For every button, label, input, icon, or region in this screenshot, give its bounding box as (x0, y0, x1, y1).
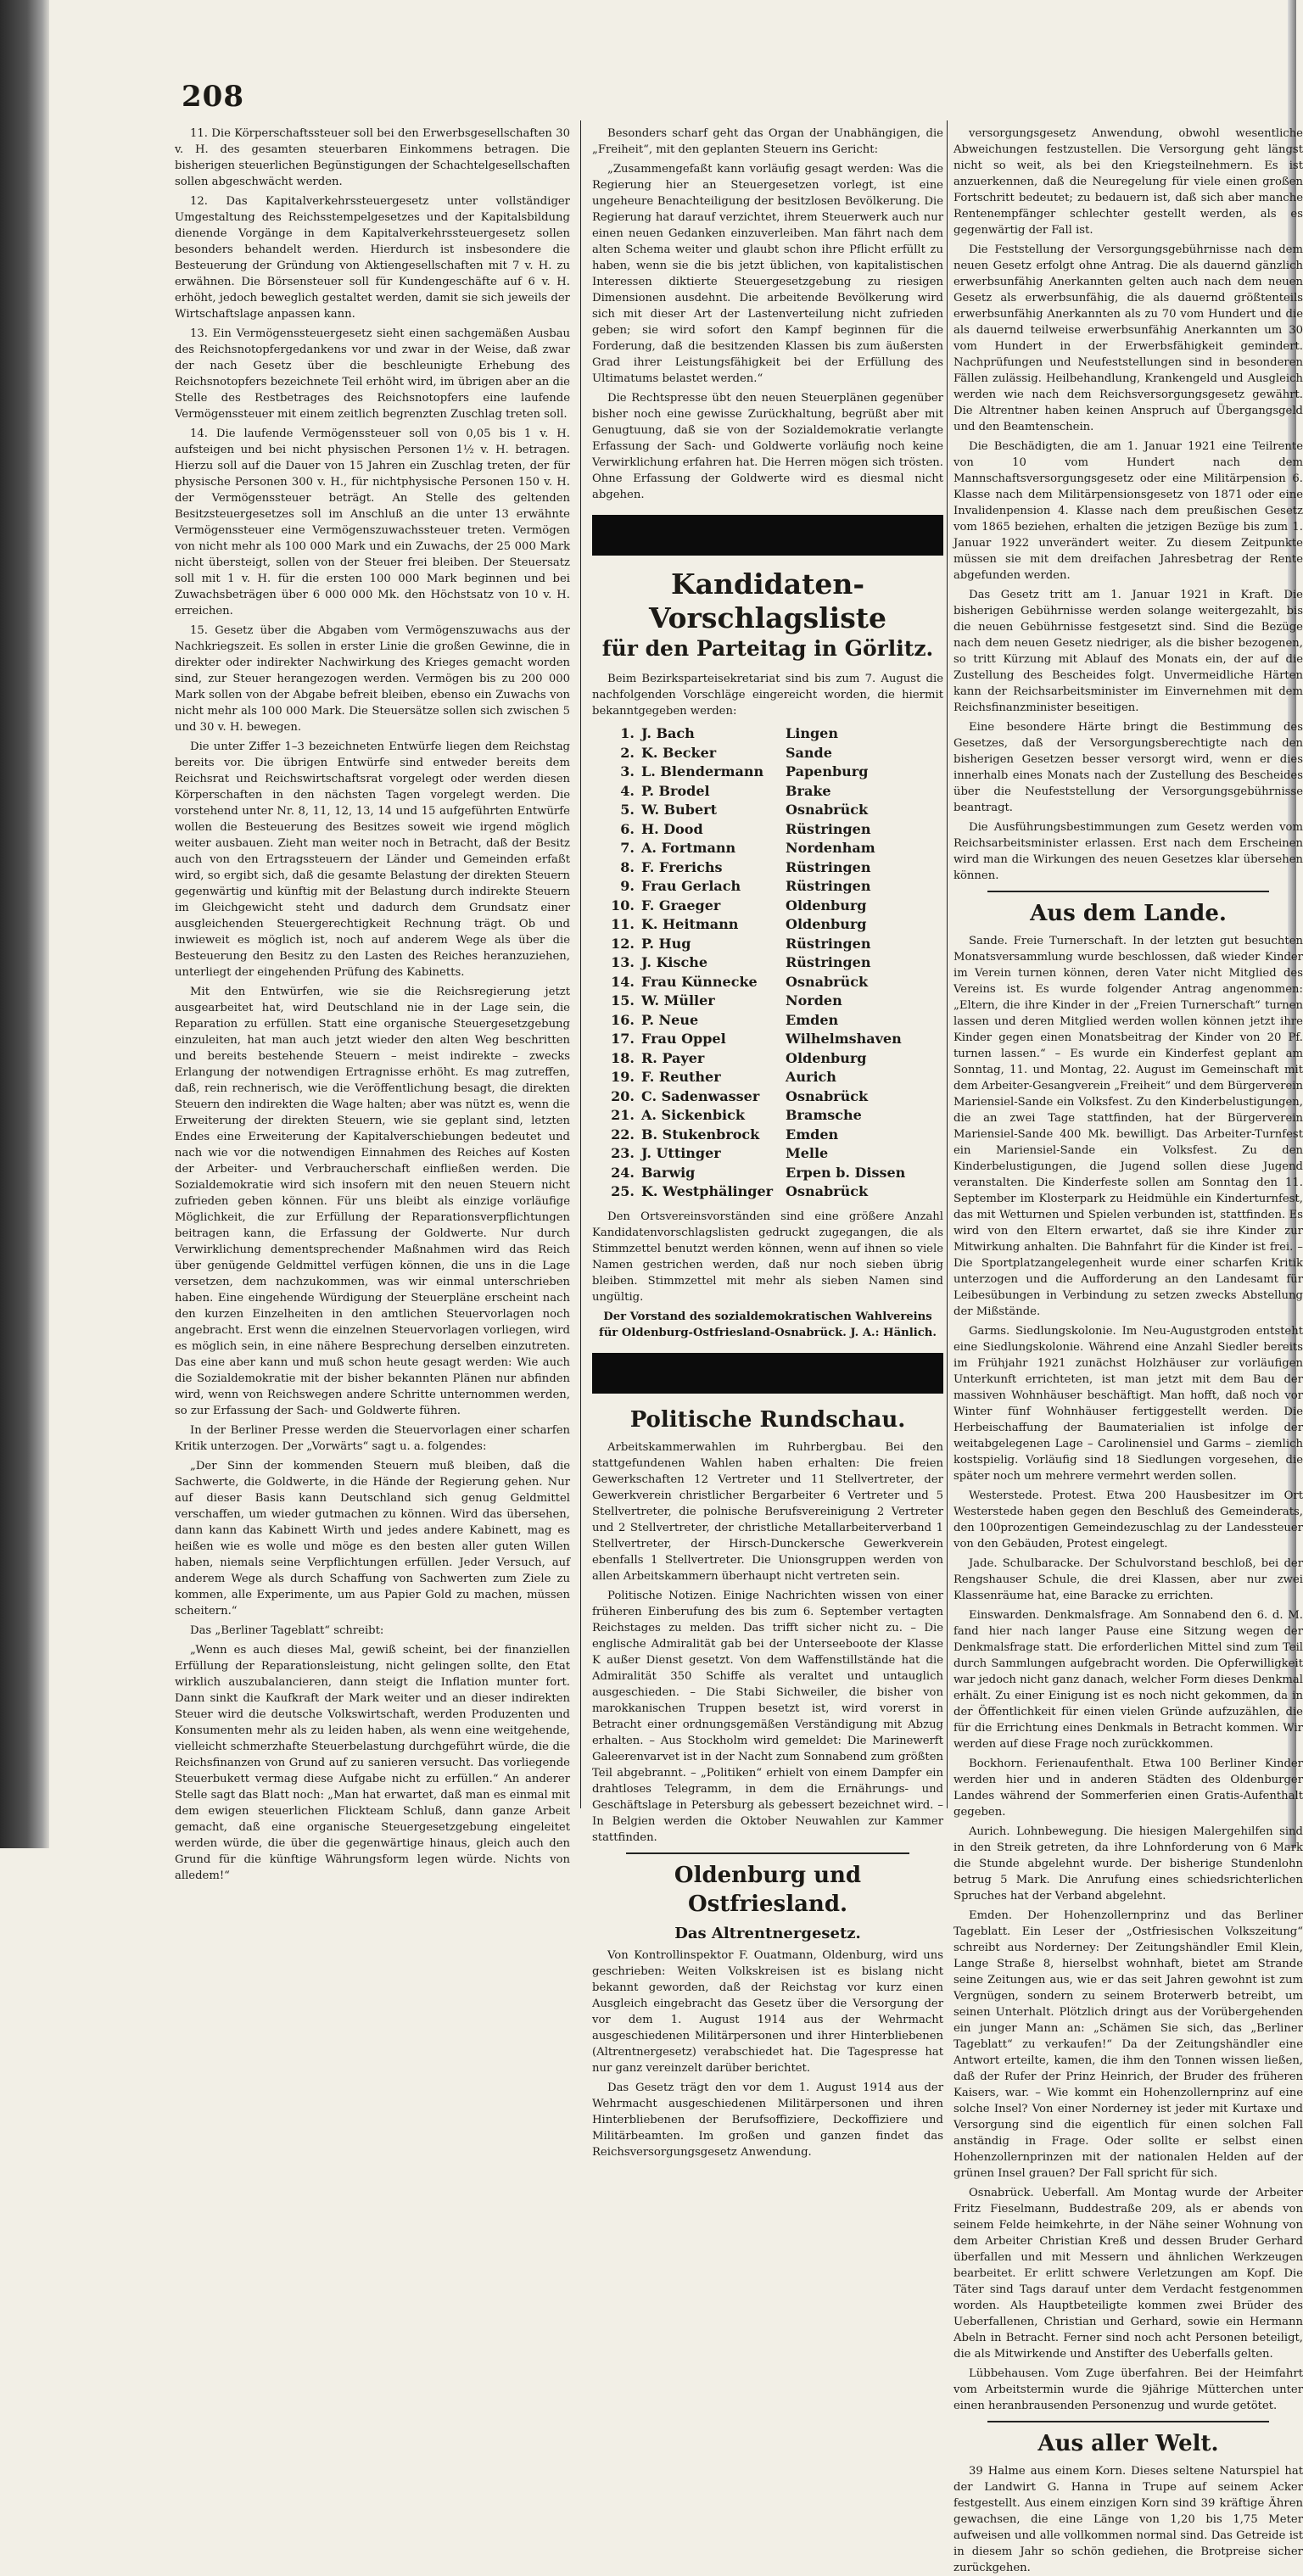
candidate-place: Nordenham (786, 840, 875, 856)
article-paragraph: 12. Das Kapitalverkehrssteuergesetz unter vollständiger Umgestaltung des Reichsstempelgesetzes und der Kapitalsbildung dienende Vorgänge in dem Kapitalverkehrssteuergesetz sollen besonders behandelt werden. Hierdurch ist insbesondere die Besteuerung der Gründung von Aktiengesellschaften mit 7 v. H. zu erwähnen. Die Börsensteuer soll für Kundengeschäfte auf 6 v. H. erhöht, jedoch beweglich gestaltet werden, damit sie sich jeweils der Wirtschaftslage anpassen kann. (175, 195, 570, 321)
candidate-number: 10. (611, 897, 635, 914)
candidate-row (592, 935, 943, 954)
candidates-subtitle: für den Parteitag in Görlitz. (601, 636, 934, 661)
local-news-item: Lübbehausen. Vom Zuge überfahren. Bei der Heimfahrt vom Arbeitstermin wurde die 9jährige Mütterchen unter einen heranbrausenden Personenzug und wurde getötet. (953, 2367, 1303, 2412)
candidate-row (592, 744, 943, 763)
candidate-place: Osnabrück (786, 802, 869, 818)
candidate-number: 1. (620, 725, 635, 741)
article-paragraph: 15. Gesetz über die Abgaben vom Vermögenszuwachs aus der Nachkriegszeit. Es sollen in erster Linie die großen Gewinne, die in direkter oder indirekter Nachwirkung des Krieges gemacht worden sind, zur Steuer herangezogen werden. Vermögen bis zu 200 000 Mark sollen von der Abgabe befreit bleiben, ebenso ein Zuwachs von nicht mehr als 100 000 Mark. Die Steuersätze sollen sich zwischen 5 und 30 v. H. bewegen. (175, 624, 570, 734)
newspaper-page (49, 0, 1303, 2574)
candidate-place: Sande (786, 744, 832, 761)
left-column (175, 126, 570, 1882)
candidate-place: Erpen b. Dissen (786, 1164, 906, 1181)
candidates-title: Kandidaten-Vorschlagsliste (648, 567, 887, 634)
candidate-number: 19. (611, 1069, 635, 1085)
candidate-name: L. Blendermann (641, 763, 764, 780)
oldenburg-title: Oldenburg und Ostfriesland. (674, 1862, 862, 1917)
welt-title: Aus aller Welt. (1037, 2431, 1219, 2456)
candidate-row (592, 763, 943, 782)
candidate-number: 5. (620, 802, 635, 818)
candidate-number: 18. (611, 1049, 635, 1066)
candidate-row (592, 1011, 943, 1031)
candidate-number: 9. (620, 878, 635, 894)
candidate-name: B. Stukenbrock (641, 1126, 760, 1143)
candidate-place: Norden (786, 992, 842, 1009)
candidate-name: K. Westphälinger (641, 1183, 774, 1199)
article-paragraph: Das Gesetz tritt am 1. Januar 1921 in Kraft. Die bisherigen Gebührnisse werden solange weitergezahlt, bis die neuen Gebührnisse festgesetzt sind. Sind die Bezüge nach dem neuen Gesetz niedriger, als die bisher bezogenen, so tritt Kürzung mit Ablauf des Monats ein, der auf die Zustellung des Bescheides folgt. Unvermeidliche Härten kann der Reichsarbeitsminister im Einvernehmen mit dem Reichsfinanzminister beseitigen. (953, 589, 1303, 714)
candidate-place: Osnabrück (786, 973, 869, 990)
candidate-row (592, 1049, 943, 1069)
article-paragraph: Besonders scharf geht das Organ der Unabhängigen, die „Freiheit“, mit den geplanten Steuern ins Gericht: (592, 127, 943, 156)
candidate-place: Rüstringen (786, 954, 871, 970)
candidate-number: 25. (611, 1183, 635, 1199)
candidate-name: P. Neue (641, 1011, 699, 1028)
candidate-row (592, 820, 943, 840)
candidate-name: F. Reuther (641, 1069, 721, 1085)
article-paragraph: 13. Ein Vermögenssteuergesetz sieht einen sachgemäßen Ausbau des Reichsnotopfergedankens vor und zwar in der Weise, daß zwar der nach Gesetz über die beschleunigte Erhebung des Reichsnotopfers bezeichnete Teil erhöht wird, im übrigen aber an die Stelle des Restbetrages des Reichsnotopfers eine laufende Vermögenssteuer mit einem zeitlich begrenzten Zuschlag treten soll. (175, 327, 570, 421)
black-separator-bar (592, 515, 943, 556)
candidate-number: 6. (620, 820, 635, 837)
middle-column (592, 126, 943, 2159)
candidate-number: 3. (620, 763, 635, 780)
article-quote: „Zusammengefaßt kann vorläufig gesagt werden: Was die Regierung hier an Steuergesetzen vorlegt, ist eine ungeheure Benachteiligung der besitzlosen Bevölkerung. Die Regierung hat darauf verzichtet, ihrem Steuerwerk auch nur einen neuen Gedanken einzuverleiben. Man fährt nach dem alten Schema weiter und glaubt schon ihre Pflicht erfüllt zu haben, wenn sie die bis jetzt üblichen, von kapitalistischen Interessen diktierte Steuergesetzgebung zu riesigen Dimensionen ausdehnt. Die arbeitende Bevölkerung wird sich mit dieser Art der Lastenverteilung nicht zufrieden geben; sie wird sofort den Kampf beginnen für die Forderung, daß die besitzenden Klassen bis zum äußersten Grad ihrer Leistungsfähigkeit bei der Erfüllung des Ultimatums belastet werden.“ (592, 163, 943, 385)
candidate-place: Osnabrück (786, 1087, 869, 1104)
candidate-row (592, 858, 943, 878)
article-quote: „Der Sinn der kommenden Steuern muß bleiben, daß die Sachwerte, die Goldwerte, in die Hände der Regierung gehen. Nur auf dieser Basis kann Deutschland sich genug Geldmittel verschaffen, um wieder gutmachen zu können. Wird das übersehen, dann kann das Kabinett Wirth und jedes andere Kabinett, mag es heißen wie es wolle und möge es den besten aller guten Willen haben, niemals seine Verpflichtungen erfüllen. Jeder Versuch, auf anderem Wege als durch Schaffung von Sachwerten zum Ziele zu kommen, alle Experimente, um aus Papier Gold zu machen, müssen scheitern.“ (175, 1460, 570, 1618)
candidate-row (592, 992, 943, 1011)
candidate-place: Aurich (786, 1069, 836, 1085)
candidate-place: Melle (786, 1145, 829, 1161)
candidate-place: Rüstringen (786, 858, 871, 875)
candidate-number: 17. (611, 1031, 635, 1047)
book-binding-shadow (0, 0, 49, 1848)
article-paragraph: Eine besondere Härte bringt die Bestimmung des Gesetzes, daß der Versorgungsberechtigte nach den bisherigen Gesetzen besser versorgt wird, wenn er dies innerhalb eines Monats nach der Zustellung des Bescheides über die Neufeststellung der Versorgungsgebührnisse beantragt. (953, 721, 1303, 814)
candidate-row (592, 801, 943, 820)
candidate-name: C. Sadenwasser (641, 1087, 760, 1104)
candidate-row (592, 877, 943, 897)
candidate-name: Frau Oppel (641, 1031, 726, 1047)
candidate-place: Emden (786, 1126, 839, 1143)
candidate-number: 21. (611, 1107, 635, 1123)
candidate-row (592, 1164, 943, 1183)
article-paragraph: Das Gesetz trägt den vor dem 1. August 1914 aus der Wehrmacht ausgeschiedenen Militärpersonen und ihren Hinterbliebenen der Berufsoffiziere, Deckoffiziere und Militärbeamten. Im großen und ganzen findet das Reichsversorgungsgesetz Anwendung. (592, 2081, 943, 2159)
candidate-name: K. Becker (641, 744, 717, 761)
rundschau-title: Politische Rundschau. (629, 1406, 906, 1433)
article-paragraph: Mit den Entwürfen, wie sie die Reichsregierung jetzt ausgearbeitet hat, wird Deutschland nie in der Lage sein, die Reparation zu erfüllen. Statt eine organische Steuergesetzgebung einzuleiten, hat man auch jetzt wieder den alten Weg beschritten und bereits bestehende Steuern – meist indirekte – zwecks Erlangung der notwendigen Ertragnisse erhöht. Es mag zutreffen, daß, rein rechnerisch, wie die Veröffentlichung besagt, die direkten Steuern den indirekten die Wage halten; aber was nützt es, wenn die Erweiterung der direkten Steuern, wie sie geplant sind, letzten Endes eine Erweiterung der Kapitalverschiebungen bedeutet und nach wie vor die notwendigen Einnahmen des Reiches auf Kosten der Arbeiter- und Verbraucherschaft einfließen werden. Die Sozialdemokratie wird sich insofern mit den neuen Steuern nicht zufrieden geben können. Für uns bleibt als einzige vorläufige Möglichkeit, die zur Erfüllung der Reparationsverpflichtungen beitragen kann, die Erfassung der Goldwerte. Nur durch Verwirklichung dementsprechender Maßnahmen wird das Reich über genügende Geldmittel verfügen können, die uns in die Lage versetzen, dem nachzukommen, was wir einmal unterschrieben haben. Eine eingehende Würdigung der Steuerpläne erscheint nach den kurzen Einzelheiten in den amtlichen Steuervorlagen noch angebracht. Erst wenn die einzelnen Steuervorlagen vorliegen, wird es möglich sein, in eine nähere Besprechung derselben einzutreten. Das eine aber kann und muß schon heute gesagt werden: Wie auch die Sozialdemokratie mit der bisher bekannten Plänen nur abfinden wird, wenn von Reichswegen andere Schritte unternommen werden, so zur Erfassung der Sach- und Goldwerte führen. (175, 986, 570, 1417)
local-news-item: Garms. Siedlungskolonie. Im Neu-Augustgroden entsteht eine Siedlungskolonie. Während eine Anzahl Siedler bereits im Frühjahr 1921 zunächst Holzhäuser zur vorläufigen Unterkunft errichteten, ist man jetzt mit dem Bau der massiven Wohnhäuser beschäftigt. Man hofft, daß noch vor Winter fünf Wohnhäuser fertiggestellt werden. Die Herbeischaffung der Baumaterialien ist infolge der weitabgelegenen Lage – Carolinensiel und Garms – ziemlich kostspielig. Vorläufig sind 18 Siedlungen vorgesehen, die später noch um mehrere vermehrt werden sollen. (953, 1325, 1303, 1483)
candidate-place: Rüstringen (786, 878, 871, 894)
candidate-row (592, 1106, 943, 1126)
article-paragraph: 11. Die Körperschaftssteuer soll bei den Erwerbsgesellschaften 30 v. H. des gesamten steuerbaren Einkommens betragen. Die bisherigen steuerlichen Begünstigungen der Schachtelgesellschaften sollen abgeschwächt werden. (175, 127, 570, 188)
candidate-row (592, 1182, 943, 1202)
local-news-item: Emden. Der Hohenzollernprinz und das Berliner Tageblatt. Ein Leser der „Ostfriesischen Volkszeitung“ schreibt aus Norderney: Der Zeitungshändler Emil Klein, Lange Straße 8, hierselbst wohnhaft, bietet am Strande seine Zeitungen aus, wie er das seit Jahren gewohnt ist zum Vergnügen, sondern zu seinem Broterwerb betreibt, um seinen Unterhalt. Plötzlich dringt aus der Vorübergehenden ein junger Mann an: „Schämen Sie sich, das „Berliner Tageblatt“ zu verkaufen!“ Da der Zeitungshändler eine Antwort erteilte, kamen, die ihm den Tonnen wissen ließen, daß der Rufer der Prinz Heinrich, der Bruder des früheren Kaisers, war. – Wie kommt ein Hohenzollernprinz auf eine solche Insel? Von einer Norderney ist jeder mit Kurtaxe und Versorgung sind die eigentlich für einen solchen Fall anständig in Frage. Oder sollte er selbst einen Hohenzollernprinzen mit der nationalen Helden auf der grünen Insel grauen? Der Fall spricht für sich. (953, 1909, 1303, 2180)
candidates-signature: Der Vorstand des sozialdemokratischen Wahlvereins für Oldenburg-Ostfriesland-Osnabrück. J. A.: Hänlich. (599, 1310, 937, 1339)
candidate-number: 2. (620, 744, 635, 761)
article-paragraph: Die unter Ziffer 1–3 bezeichneten Entwürfe liegen dem Reichstag bereits vor. Die übrigen Entwürfe sind entweder bereits dem Reichsrat und Reichswirtschaftsrat vorgelegt oder werden diesen Körperschaften in den nächsten Tagen vorgelegt werden. Die vorstehend unter Nr. 8, 11, 12, 13, 14 und 15 aufgeführten Entwürfe wollen die Besteuerung des Besitzes soweit wie irgend möglich weiter ausbauen. Zieht man weiter noch in Betracht, daß der Besitz auch von den Ertragssteuern der Länder und Gemeinden erfaßt wird, so ergibt sich, daß die gesamte Belastung der direkten Steuern gegenwärtig und künftig mit der Belastung durch indirekte Steuern im Gleichgewicht steht und dadurch dem Grundsatz einer ausgleichenden Steuergerechtigkeit Rechnung trägt. Ob und inwieweit es möglich ist, noch auf anderem Wege als über die Besteuerung den Besitz zu den Lasten des Reiches heranzuziehen, unterliegt der eingehenden Prüfung des Kabinetts. (175, 740, 570, 979)
candidate-number: 11. (611, 916, 635, 932)
candidate-place: Oldenburg (786, 916, 867, 932)
local-news-item: Aurich. Lohnbewegung. Die hiesigen Malergehilfen sind in den Streik getreten, da ihre Lohnforderung von 6 Mark die Stunde abgelehnt wurde. Der bisherige Stundenlohn betrug 5 Mark. Die Anrufung eines schiedsrichterlichen Spruches hat der Verband abgelehnt. (953, 1825, 1303, 1903)
article-paragraph: versorgungsgesetz Anwendung, obwohl wesentliche Abweichungen festzustellen. Die Versorgung geht längst nicht so weit, als bei den Kriegsteilnehmern. Es ist anzuerkennen, daß die Neuregelung für viele einen großen Fortschritt bedeutet; zu bedauern ist, daß sich aber manche Rentenempfänger schlechter gestellt werden, als es gegenwärtig der Fall ist. (953, 127, 1303, 237)
candidate-number: 14. (611, 973, 635, 990)
section-rule (626, 1852, 909, 1854)
article-paragraph: In der Berliner Presse werden die Steuervorlagen einer scharfen Kritik unterzogen. Der „Vorwärts“ sagt u. a. folgendes: (175, 1424, 570, 1453)
page-number: 208 (182, 80, 244, 114)
candidate-place: Brake (786, 782, 831, 799)
candidate-row (592, 1144, 943, 1164)
candidate-row (592, 724, 943, 744)
section-rule (987, 2421, 1269, 2422)
candidate-place: Emden (786, 1011, 839, 1028)
candidate-row (592, 1126, 943, 1145)
candidate-number: 22. (611, 1126, 635, 1143)
candidate-name: Barwig (641, 1164, 696, 1181)
candidate-name: J. Kische (641, 954, 708, 970)
black-separator-bar (592, 1353, 943, 1394)
candidate-name: P. Hug (641, 935, 691, 952)
candidate-number: 24. (611, 1164, 635, 1181)
candidate-place: Rüstringen (786, 820, 871, 837)
candidate-row (592, 953, 943, 973)
column-divider-right (947, 120, 948, 1808)
article-paragraph: Die Feststellung der Versorgungsgebührnisse nach dem neuen Gesetz erfolgt ohne Antrag. Die als dauernd gänzlich erwerbsunfähig Anerkannten gelten auch nach dem neuen Gesetz als erwerbsunfähig, die als dauernd größtenteils erwerbsunfähig Anerkannten als zu 70 vom Hundert und die als dauernd teilweise erwerbsunfähig Anerkannten um 30 vom Hundert in der Erwerbsfähigkeit gemindert. Nachprüfungen und Neufeststellungen sind in besonderen Fällen zulässig. Heilbehandlung, Krankengeld und Ausgleich werden wie nach dem Reichsversorgungsgesetz gewährt. Die Altrentner haben keinen Anspruch auf Übergangsgeld und den Beamtenschein. (953, 243, 1303, 433)
candidate-place: Wilhelmshaven (786, 1031, 902, 1047)
local-news-item: Bockhorn. Ferienaufenthalt. Etwa 100 Berliner Kinder werden hier und in anderen Städten des Oldenburger Landes während der Sommerferien einen Gratis-Aufenthalt gegeben. (953, 1757, 1303, 1819)
candidate-name: W. Bubert (641, 802, 717, 818)
candidate-place: Oldenburg (786, 1049, 867, 1066)
candidate-number: 20. (611, 1087, 635, 1104)
local-news-item: Osnabrück. Ueberfall. Am Montag wurde der Arbeiter Fritz Fieselmann, Buddestraße 209, als er abends von seinem Felde heimkehrte, in der Nähe seiner Wohnung von dem Arbeiter Christian Kreß und dessen Bruder Gerhard überfallen und mit Messern und ähnlichen Werkzeugen bearbeitet. Er erlitt schwere Verletzungen am Kopf. Die Täter sind Tags darauf unter dem Verdacht festgenommen worden. Als Hauptbeteiligte kommen zwei Brüder des Ueberfallenen, Christian und Gerhard, sowie ein Hermann Abeln in Betracht. Ferner sind noch acht Personen beteiligt, die als Mitwirkende und Anstifter des Ueberfalls gelten. (953, 2187, 1303, 2361)
world-news-item: 39 Halme aus einem Korn. Dieses seltene Naturspiel hat der Landwirt G. Hanna in Trupe auf seinem Acker festgestellt. Aus einem einzigen Korn sind 39 kräftige Ähren gewachsen, die eine Länge von 1,20 bis 1,75 Meter aufweisen und alle vollkommen normal sind. Das Getreide ist in diesem Jahr so schön gediehen, die Brotpreise sicher zurückgehen. (953, 2465, 1303, 2574)
candidate-number: 16. (611, 1011, 635, 1028)
candidate-row (592, 839, 943, 858)
article-paragraph: 14. Die laufende Vermögenssteuer soll von 0,05 bis 1 v. H. aufsteigen und bei nicht physischen Personen 1½ v. H. betragen. Hierzu soll auf die Dauer von 15 Jahren ein Zuschlag treten, der für physische Personen 300 v. H., für nichtphysische Personen 150 v. H. der Vermögenssteuer beträgt. An Stelle des geltenden Besitzsteuergesetzes soll im Anschluß an die unter 13 erwähnte Vermögenssteuer eine Vermögenszuwachssteuer treten. Vermögen von nicht mehr als 100 000 Mark und ein Zuwachs, der 25 000 Mark nicht übersteigt, sollen von der Steuer frei bleiben. Der Steuersatz soll mit 1 v. H. für die ersten 100 000 Mark beginnen und bei Zuwachsbeträgen über 6 000 000 Mk. den Höchstsatz von 10 v. H. erreichen. (175, 427, 570, 617)
candidate-place: Lingen (786, 725, 838, 741)
candidate-row (592, 782, 943, 802)
candidate-place: Oldenburg (786, 897, 867, 914)
candidate-name: Frau Gerlach (641, 878, 741, 894)
candidate-row (592, 1068, 943, 1087)
candidates-lead: Beim Bezirksparteisekretariat sind bis zum 7. August die nachfolgenden Vorschläge eingereicht worden, die hiermit bekanntgegeben werden: (592, 673, 943, 718)
local-news-item: Jade. Schulbaracke. Der Schulvorstand beschloß, bei der Rengshauser Schule, die drei Klassen, aber nur zwei Klassenräume hat, eine Baracke zu errichten. (953, 1557, 1303, 1602)
article-paragraph: Die Beschädigten, die am 1. Januar 1921 eine Teilrente von 10 vom Hundert nach dem Mannschaftsversorgungsgesetz oder eine Militärpension 6. Klasse nach dem Militärpensionsgesetz von 1871 oder eine Invalidenpension 4. Klasse nach dem preußischen Gesetz vom 1865 beziehen, erhalten die jetzigen Bezüge bis zum 1. Januar 1922 unverändert weiter. Zu diesem Zeitpunkte müssen sie mit dem dreifachen Jahresbetrag der Rente abgefunden werden. (953, 440, 1303, 582)
local-news-item: Westerstede. Protest. Etwa 200 Hausbesitzer im Ort Westerstede haben gegen den Beschluß des Gemeinderats, den 100prozentigen Gemeindezuschlag zu der Landessteuer von den Gebäuden, Protest eingelegt. (953, 1489, 1303, 1551)
candidate-name: A. Sickenbick (641, 1107, 745, 1123)
candidate-row (592, 973, 943, 992)
article-paragraph: Politische Notizen. Einige Nachrichten wissen von einer früheren Einberufung des bis zum 6. September vertagten Reichstages zu melden. Das trifft sicher nicht zu. – Die englische Admiralität gab bei der Unterseeboote der Klasse K außer Dienst gesetzt. Von dem Waffenstillstände hat die Admiralität 350 Schiffe als veraltet und untauglich ausgeschieden. – Die Stabi Sichweiler, die bisher von marokkanischen Truppen besetzt ist, wird vorerst in Betracht einer ordnungsgemäßen Verständigung mit Abzug erhalten. – Aus Stockholm wird gemeldet: Die Marinewerft Galeerenvarvet ist in der Nacht zum Sonnabend zum größten Teil abgebrannt. – „Politiken“ erhielt von einem Dampfer ein drahtloses Telegramm, in dem die Ernährungs- und Geschäftslage in Petersburg als gebessert bezeichnet wird. – In Belgien werden die Oktober Neuwahlen zur Kammer stattfinden. (592, 1589, 943, 1844)
section-rule (987, 891, 1269, 892)
article-paragraph: Arbeitskammerwahlen im Ruhrbergbau. Bei den stattgefundenen Wahlen haben erhalten: Die freien Gewerkschaften 12 Vertreter und 11 Stellvertreter, der Gewerkverein christlicher Bergarbeiter 6 Vertreter und 5 Stellvertreter, die polnische Berufsvereinigung 2 Vertreter und 2 Stellvertreter, der christliche Metallarbeiterverband 1 Stellvertreter, der Hirsch-Dunckersche Gewerkverein ebenfalls 1 Stellvertreter. Die Unionsgruppen werden von allen Arbeitskammern überhaupt nicht vertreten sein. (592, 1440, 943, 1583)
candidate-name: P. Brodel (641, 782, 710, 799)
candidate-number: 4. (620, 782, 635, 799)
candidate-number: 12. (611, 935, 635, 952)
candidate-name: W. Müller (641, 992, 715, 1009)
article-quote: „Wenn es auch dieses Mal, gewiß scheint, bei der finanziellen Erfüllung der Reparationsleistung, nicht gelingen sollte, den Etat wirklich auszubalancieren, dann steigt die Inflation munter fort. Dann sinkt die Kaufkraft der Mark weiter und an dieser indirekten Steuer wird die deutsche Volkswirtschaft, werden Produzenten und Konsumenten mehr als zu leiden haben, als wenn eine weitgehende, vielleicht schmerzhafte Steuerbelastung durchgeführt würde, die die Reichsfinanzen von Grund auf zu sanieren versucht. Das vorliegende Steuerbukett vermag diese Aufgabe nicht zu erfüllen.“ An anderer Stelle sagt das Blatt noch: „Man hat erwartet, daß man es einmal mit dem ewigen steuerlichen Flickteam Schluß, dann ganze Arbeit gemacht, daß eine organische Steuergesetzgebung eingeleitet werden würde, die über die gegenwärtige hinaus, gleich auch den Grund für die künftige Währungsform legen würde. Nichts von alledem!“ (175, 1644, 570, 1882)
article-paragraph: Die Ausführungsbestimmungen zum Gesetz werden vom Reichsarbeitsminister erlassen. Erst nach dem Erscheinen wird man die Wirkungen des neuen Gesetzes klar übersehen können. (953, 821, 1303, 882)
candidate-name: J. Bach (641, 725, 695, 741)
lande-title: Aus dem Lande. (1030, 901, 1227, 926)
candidate-name: K. Heitmann (641, 916, 739, 932)
candidate-number: 7. (620, 840, 635, 856)
local-news-item: Einswarden. Denkmalsfrage. Am Sonnabend den 6. d. M. fand hier nach langer Pause eine Sitzung wegen der Denkmalsfrage statt. Die erforderlichen Mittel sind zum Teil durch Sammlungen aufgebracht worden. Die Opferwilligkeit war jedoch nicht ganz danach, welcher Form dieses Denkmal erhält. Zu einer Einigung ist es noch nicht gekommen, da in der Öffentlichkeit für einen vielen Gründe aufzuzählen, die für die Errichtung eines Denkmals in Betracht kommen. Wir werden auf diese Frage noch zurückkommen. (953, 1609, 1303, 1751)
candidate-name: A. Fortmann (641, 840, 736, 856)
oldenburg-subtitle: Das Altrentnergesetz. (674, 1924, 861, 1942)
right-column (953, 126, 1303, 2574)
candidate-name: Frau Künnecke (641, 973, 758, 990)
candidate-number: 8. (620, 858, 635, 875)
candidate-row (592, 1030, 943, 1049)
candidate-row (592, 915, 943, 935)
local-news-item: Sande. Freie Turnerschaft. In der letzten gut besuchten Monatsversammlung wurde beschlossen, daß wieder Kinder im Verein turnen können, deren Vater nicht Mitglied des Vereins ist. Es wurde folgender Antrag angenommen: „Eltern, die ihre Kinder in der „Freien Turnerschaft“ turnen lassen und deren Mitglied werden wollen können jetzt ihre Kinder gegen einen Monatsbeitrag der Kinder von 20 Pf. turnen lassen.“ – Es wurde ein Kinderfest geplant am Sonntag, 11. und Montag, 22. August im Gemeinschaft mit dem Arbeiter-Gesangverein „Freiheit“ und dem Bürgerverein Mariensiel-Sande ein Volksfest. Zu den Kinderbelustigungen, die an zwei Tage stattfinden, hat der Bürgerverein Mariensiel-Sande 400 Mk. bewilligt. Das Arbeiter-Turnfest ein Mariensiel-Sande ein Volksfest. Zu den Kinderbelustigungen, die Jugend sollen diese Jugend veranstalten. Die Kinderfeste sollen am Sonntag den 11. September im Klosterpark zu Heidmühle ein Kinderturnfest, das mit Wetturnen und Spielen verbunden ist, stattfinden. Es wird von den Eltern erwartet, daß sie ihre Kinder zur Mitwirkung anhalten. Die Bahnfahrt für die Kinder ist frei. – Die Sportplatzangelegenheit wurde einer scharfen Kritik unterzogen und die Aufforderung an den Landesamt für Leibesübungen in Verbindung zu setzen zwecks Abstellung der Mißstände. (953, 935, 1303, 1318)
candidate-number: 13. (611, 954, 635, 970)
candidate-name: R. Payer (641, 1049, 705, 1066)
candidate-place: Bramsche (786, 1107, 862, 1123)
candidate-place: Papenburg (786, 763, 869, 780)
candidate-name: F. Frerichs (641, 858, 723, 875)
candidate-row (592, 897, 943, 916)
candidate-row (592, 1087, 943, 1107)
candidate-name: H. Dood (641, 820, 703, 837)
candidates-note: Den Ortsvereinsvorständen sind eine größere Anzahl Kandidatenvorschlagslisten gedruckt zugegangen, die als Stimmzettel benutzt werden können, wenn auf ihnen so viele Namen gestrichen werden, daß nur noch sieben übrig bleiben. Stimmzettel mit mehr als sieben Namen sind ungültig. (592, 1210, 943, 1304)
candidate-number: 23. (611, 1145, 635, 1161)
candidate-name: F. Graeger (641, 897, 721, 914)
candidate-place: Osnabrück (786, 1183, 869, 1199)
candidate-place: Rüstringen (786, 935, 871, 952)
candidates-table (592, 724, 943, 1202)
article-paragraph: Das „Berliner Tageblatt“ schreibt: (190, 1624, 384, 1637)
article-paragraph: Die Rechtspresse übt den neuen Steuerplänen gegenüber bisher noch eine gewisse Zurückhaltung, begrüßt aber mit Genugtuung, daß sie von der Sozialdemokratie verlangte Erfassung der Sach- und Goldwerte vorläufig noch keine Verwirklichung erfahren hat. Die Herren mögen sich trösten. Ohne Erfassung der Goldwerte wird es diesmal nicht abgehen. (592, 392, 943, 501)
candidate-number: 15. (611, 992, 635, 1009)
candidate-name: J. Uttinger (641, 1145, 721, 1161)
article-paragraph: Von Kontrollinspektor F. Ouatmann, Oldenburg, wird uns geschrieben: Weiten Volkskreisen ist es bislang nicht bekannt geworden, daß der Reichstag vor kurz einen Ausgleich eingebracht das Gesetz über die Versorgung der vor dem 1. August 1914 aus der Wehrmacht ausgeschiedenen Militärpersonen und ihrer Hinterbliebenen (Altrentnergesetz) verabschiedet hat. Die Tagespresse hat nur ganz vereinzelt darüber berichtet. (592, 1948, 943, 2075)
column-divider-left (580, 120, 581, 1808)
